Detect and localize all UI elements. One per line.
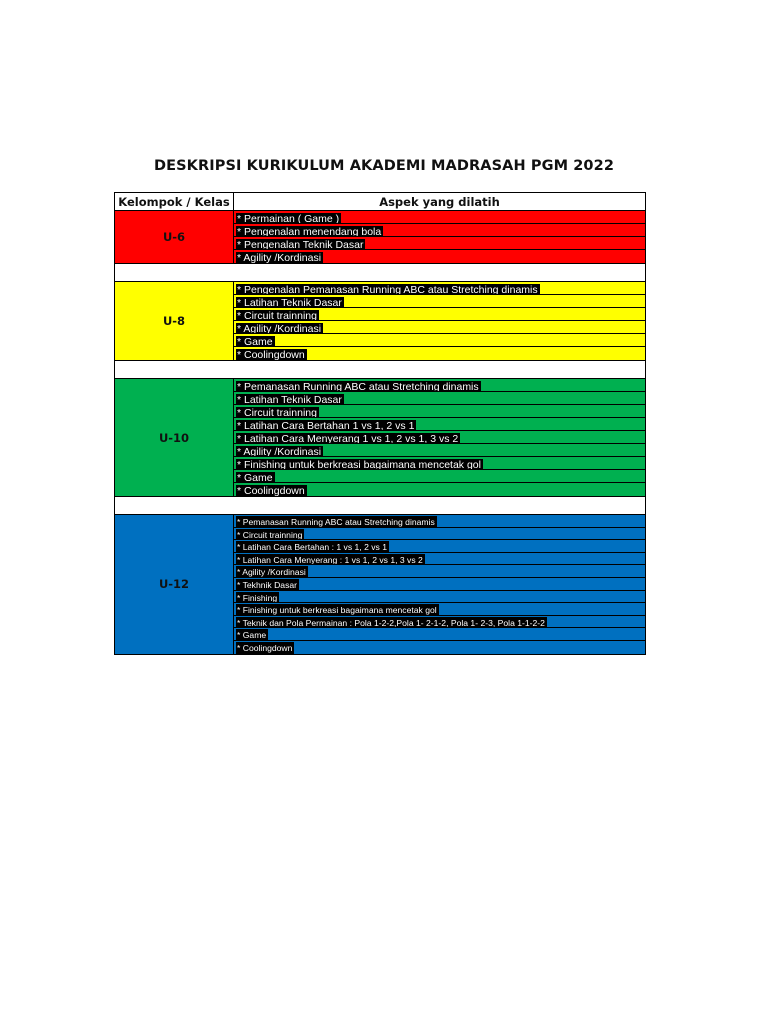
group-row-u10 xyxy=(115,379,646,497)
list-item: * Latihan Cara Bertahan 1 vs 1, 2 vs 1 xyxy=(234,418,645,431)
group-label-u12: U-12 xyxy=(115,515,234,655)
spacer-cell xyxy=(115,264,646,282)
list-item: * Latihan Teknik Dasar xyxy=(234,295,645,308)
list-item: * Circuit trainning xyxy=(234,528,645,541)
list-item: * Teknik dan Pola Permainan : Pola 1-2-2,Pola 1- 2-1-2, Pola 1- 2-3, Pola 1-1-2-2 xyxy=(234,616,645,629)
list-item: * Tekhnik Dasar xyxy=(234,578,645,591)
group-row-u12 xyxy=(115,515,646,655)
list-item: * Pemanasan Running ABC atau Stretching dinamis xyxy=(234,515,645,528)
list-item: * Circuit trainning xyxy=(234,405,645,418)
spacer-cell xyxy=(115,361,646,379)
curriculum-table xyxy=(114,192,646,655)
list-item: * Latihan Teknik Dasar xyxy=(234,392,645,405)
spacer-row xyxy=(115,497,646,515)
list-item: * Pengenalan menendang bola xyxy=(234,224,645,237)
group-label-u6: U-6 xyxy=(115,211,234,264)
list-item: * Game xyxy=(234,470,645,483)
list-item: * Coolingdown xyxy=(237,642,293,653)
list-item: * Latihan Cara Menyerang : 1 vs 1, 2 vs 1, 3 vs 2 xyxy=(234,553,645,566)
group-row-u8 xyxy=(115,282,646,361)
list-item: * Latihan Cara Bertahan : 1 vs 1, 2 vs 1 xyxy=(234,540,645,553)
list-item: * Circuit trainning xyxy=(234,308,645,321)
group-row-u6 xyxy=(115,211,646,264)
group-items-u8 xyxy=(234,282,646,361)
spacer-row xyxy=(115,361,646,379)
group-label-u10: U-10 xyxy=(115,379,234,497)
list-item: * Latihan Cara Menyerang 1 vs 1, 2 vs 1, 3 vs 2 xyxy=(234,431,645,444)
list-item: * Game xyxy=(234,334,645,347)
list-item: * Finishing untuk berkreasi bagaimana mencetak gol xyxy=(234,603,645,616)
list-item: * Permainan ( Game ) xyxy=(234,211,645,224)
list-item: * Agility /Kordinasi xyxy=(234,444,645,457)
list-item: * Agility /Kordinasi xyxy=(237,252,322,263)
spacer-cell xyxy=(115,497,646,515)
group-items-u10 xyxy=(234,379,646,497)
list-item: * Pengenalan Teknik Dasar xyxy=(234,237,645,250)
list-item: * Game xyxy=(234,628,645,641)
table-header-row xyxy=(115,193,646,211)
header-aspect: Aspek yang dilatih xyxy=(234,193,646,211)
header-group: Kelompok / Kelas xyxy=(115,193,234,211)
list-item: * Pemanasan Running ABC atau Stretching dinamis xyxy=(234,379,645,392)
document-title: DESKRIPSI KURIKULUM AKADEMI MADRASAH PGM 2022 xyxy=(153,158,615,174)
list-item: * Finishing xyxy=(234,591,645,604)
list-item: * Coolingdown xyxy=(237,349,305,360)
list-item: * Agility /Kordinasi xyxy=(234,565,645,578)
list-item: * Finishing untuk berkreasi bagaimana mencetak gol xyxy=(234,457,645,470)
list-item: * Agility /Kordinasi xyxy=(234,321,645,334)
group-label-u8: U-8 xyxy=(115,282,234,361)
spacer-row xyxy=(115,264,646,282)
list-item: * Pengenalan Pemanasan Running ABC atau Stretching dinamis xyxy=(234,282,645,295)
group-items-u12 xyxy=(234,515,646,655)
group-items-u6 xyxy=(234,211,646,264)
list-item: * Coolingdown xyxy=(237,485,305,496)
